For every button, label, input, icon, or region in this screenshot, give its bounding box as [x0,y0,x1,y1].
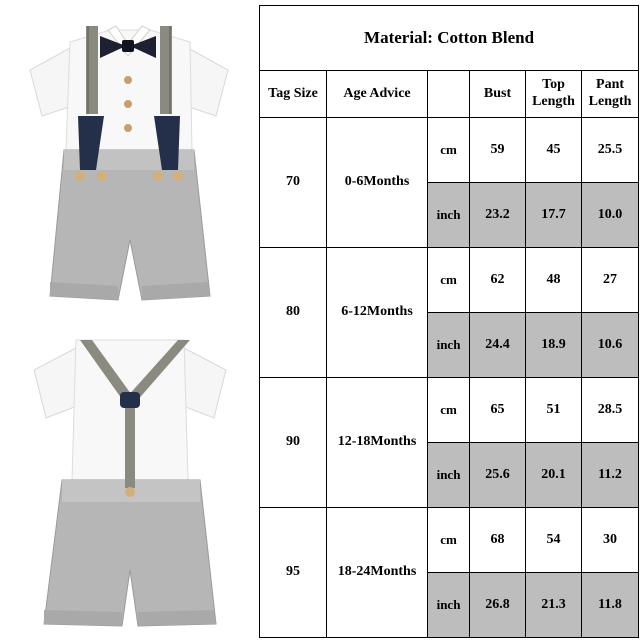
table-row [260,118,639,183]
top-length-cell: 54 [526,508,582,573]
header-pant-length-line2: Length [588,94,632,109]
header-pant-length [582,71,639,118]
header-age-advice: Age Advice [327,71,428,118]
bust-cell: 62 [470,248,526,313]
age-advice-cell: 6-12Months [327,248,428,378]
age-advice-cell: 0-6Months [327,118,428,248]
unit-cell: cm [428,248,470,313]
top-length-cell: 21.3 [526,573,582,638]
table-row [260,378,639,443]
header-top-length-line1: Top [542,77,565,93]
unit-cell: cm [428,378,470,443]
table-row [260,508,639,573]
bust-cell: 24.4 [470,313,526,378]
table-title: Material: Cotton Blend [260,6,639,71]
bust-cell: 68 [470,508,526,573]
pant-length-cell: 25.5 [582,118,639,183]
age-advice-cell: 18-24Months [327,508,428,638]
unit-cell: cm [428,508,470,573]
pant-length-cell: 28.5 [582,378,639,443]
table-row [260,248,639,313]
header-top-length [526,71,582,118]
header-unit [428,71,470,118]
bust-cell: 26.8 [470,573,526,638]
bust-cell: 59 [470,118,526,183]
top-length-cell: 17.7 [526,183,582,248]
header-pant-length-line1: Pant [596,77,625,93]
unit-cell: inch [428,573,470,638]
outfit-front-image [0,0,258,320]
header-tag-size: Tag Size [260,71,327,118]
pant-length-cell: 11.8 [582,573,639,638]
unit-cell: inch [428,443,470,508]
pant-length-cell: 11.2 [582,443,639,508]
unit-cell: inch [428,313,470,378]
bust-cell: 65 [470,378,526,443]
pant-length-cell: 10.6 [582,313,639,378]
tag-size-cell: 80 [260,248,327,378]
pant-length-cell: 10.0 [582,183,639,248]
top-length-cell: 48 [526,248,582,313]
top-length-cell: 20.1 [526,443,582,508]
product-photos [0,0,258,642]
unit-cell: cm [428,118,470,183]
bust-cell: 23.2 [470,183,526,248]
size-chart-table [259,5,639,638]
header-top-length-line2: Length [532,94,575,109]
header-bust: Bust [470,71,526,118]
bust-cell: 25.6 [470,443,526,508]
top-length-cell: 45 [526,118,582,183]
tag-size-cell: 90 [260,378,327,508]
pant-length-cell: 30 [582,508,639,573]
top-length-cell: 18.9 [526,313,582,378]
outfit-back-image [0,320,258,642]
top-length-cell: 51 [526,378,582,443]
tag-size-cell: 95 [260,508,327,638]
pant-length-cell: 27 [582,248,639,313]
tag-size-cell: 70 [260,118,327,248]
unit-cell: inch [428,183,470,248]
age-advice-cell: 12-18Months [327,378,428,508]
